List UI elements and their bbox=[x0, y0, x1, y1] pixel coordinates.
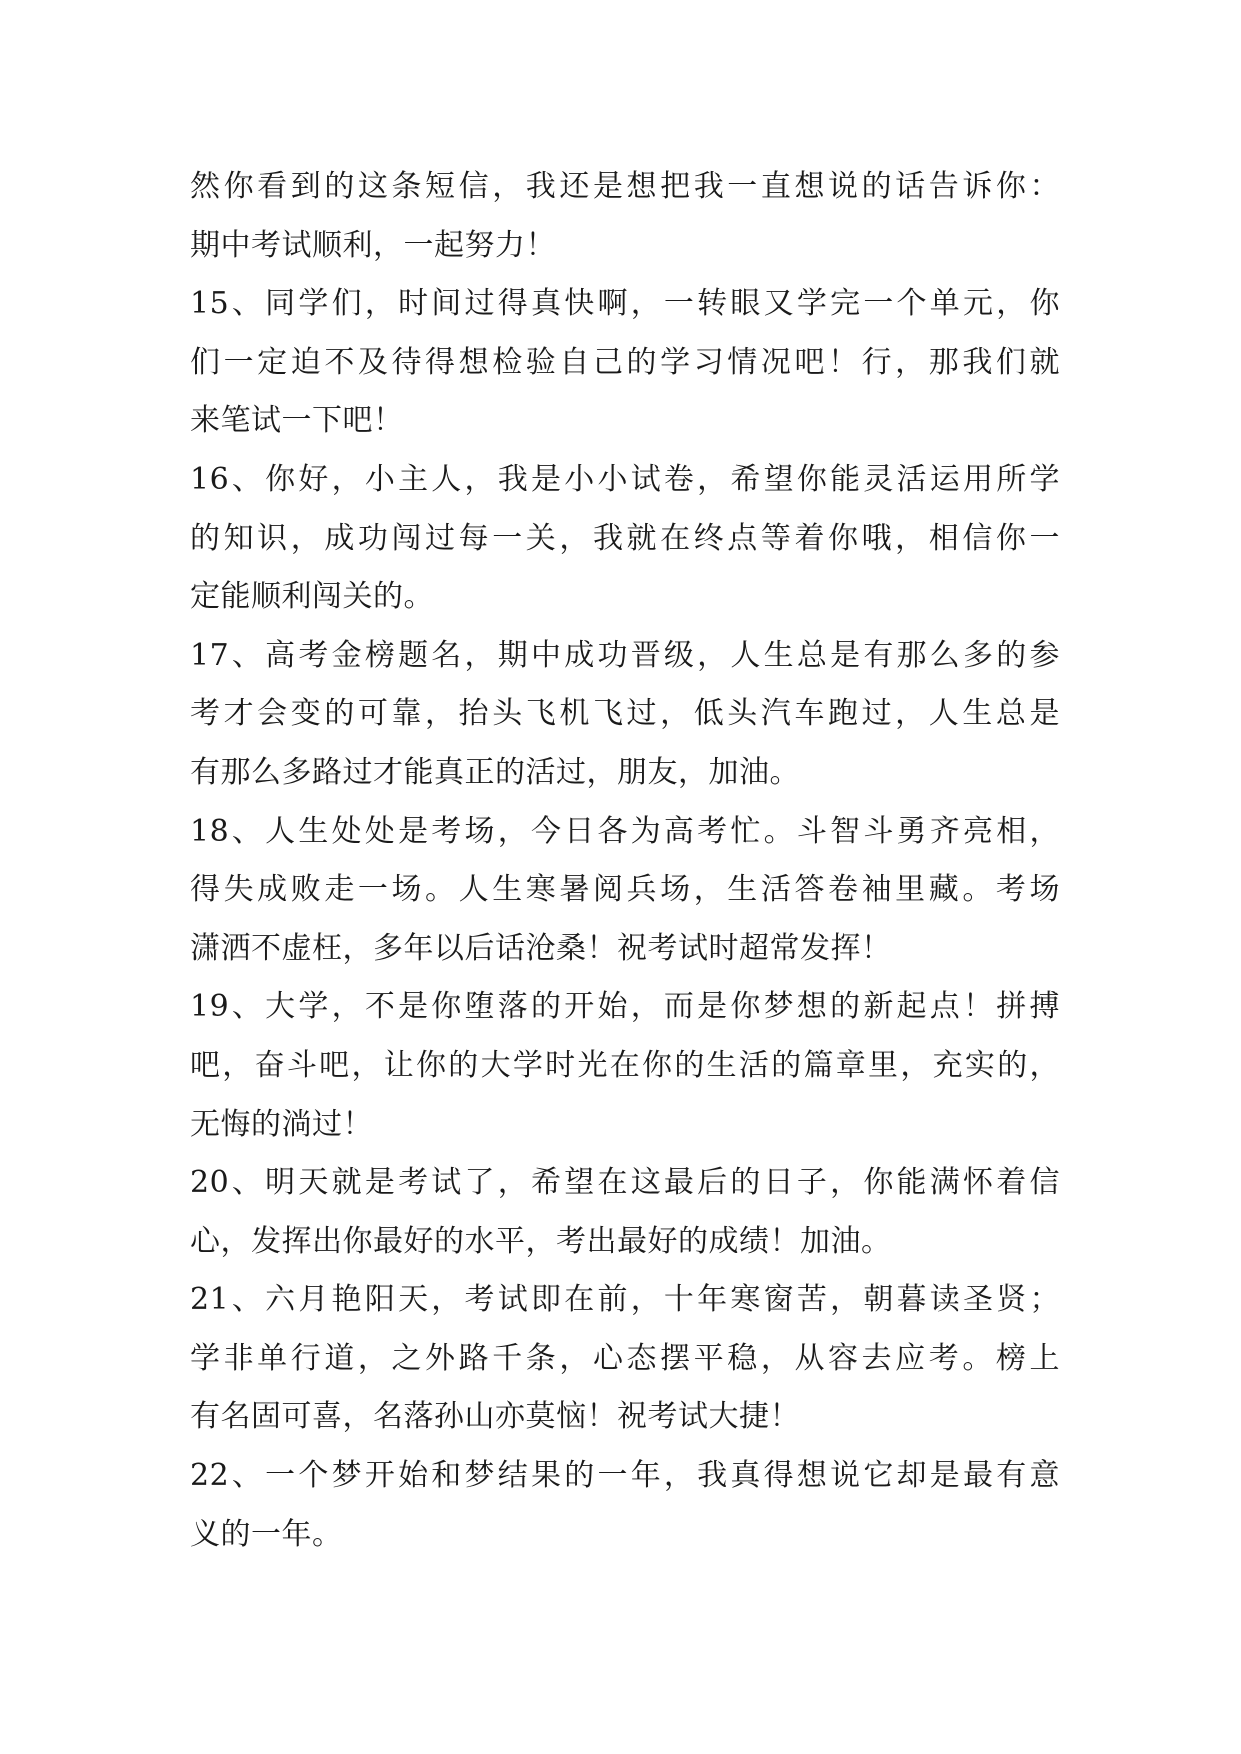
text-line: 学非单行道，之外路千条，心态摆平稳，从容去应考。榜上 bbox=[190, 1340, 1060, 1376]
text-line: 定能顺利闯关的。 bbox=[190, 579, 434, 615]
text-line: 无悔的淌过！ bbox=[190, 1106, 373, 1142]
text-line: 然你看到的这条短信，我还是想把我一直想说的话告诉你： bbox=[190, 169, 1060, 204]
text-line: 16、你好，小主人，我是小小试卷，希望你能灵活运用所学 bbox=[190, 461, 1060, 497]
text-line: 的知识，成功闯过每一关，我就在终点等着你哦，相信你一 bbox=[190, 520, 1060, 556]
text-line: 20、明天就是考试了，希望在这最后的日子，你能满怀着信 bbox=[190, 1165, 1060, 1201]
text-line: 有名固可喜，名落孙山亦莫恼！祝考试大捷！ bbox=[190, 1399, 800, 1435]
text-line: 吧，奋斗吧，让你的大学时光在你的生活的篇章里，充实的， bbox=[190, 1047, 1060, 1083]
text-line: 得失成败走一场。人生寒暑阅兵场，生活答卷袖里藏。考场 bbox=[190, 872, 1060, 908]
text-line: 17、高考金榜题名，期中成功晋级，人生总是有那么多的参 bbox=[190, 637, 1060, 673]
text-line: 们一定迫不及待得想检验自己的学习情况吧！行，那我们就 bbox=[190, 344, 1060, 380]
document-body bbox=[190, 158, 1060, 1564]
text-line: 22、一个梦开始和梦结果的一年，我真得想说它却是最有意 bbox=[190, 1458, 1060, 1494]
text-line: 21、六月艳阳天，考试即在前，十年寒窗苦，朝暮读圣贤； bbox=[190, 1282, 1060, 1318]
text-line: 19、大学，不是你堕落的开始，而是你梦想的新起点！拼搏 bbox=[190, 989, 1060, 1025]
text-line: 义的一年。 bbox=[190, 1516, 343, 1552]
text-line: 心，发挥出你最好的水平，考出最好的成绩！加油。 bbox=[190, 1223, 892, 1259]
text-line: 18、人生处处是考场，今日各为高考忙。斗智斗勇齐亮相， bbox=[190, 813, 1060, 849]
text-line: 15、同学们，时间过得真快啊，一转眼又学完一个单元，你 bbox=[190, 286, 1060, 322]
text-line: 潇洒不虚枉，多年以后话沧桑！祝考试时超常发挥！ bbox=[190, 930, 892, 966]
text-line: 有那么多路过才能真正的活过，朋友，加油。 bbox=[190, 754, 800, 790]
text-line: 期中考试顺利，一起努力！ bbox=[190, 227, 556, 263]
text-line: 来笔试一下吧！ bbox=[190, 403, 404, 439]
text-line: 考才会变的可靠，抬头飞机飞过，低头汽车跑过，人生总是 bbox=[190, 696, 1060, 732]
